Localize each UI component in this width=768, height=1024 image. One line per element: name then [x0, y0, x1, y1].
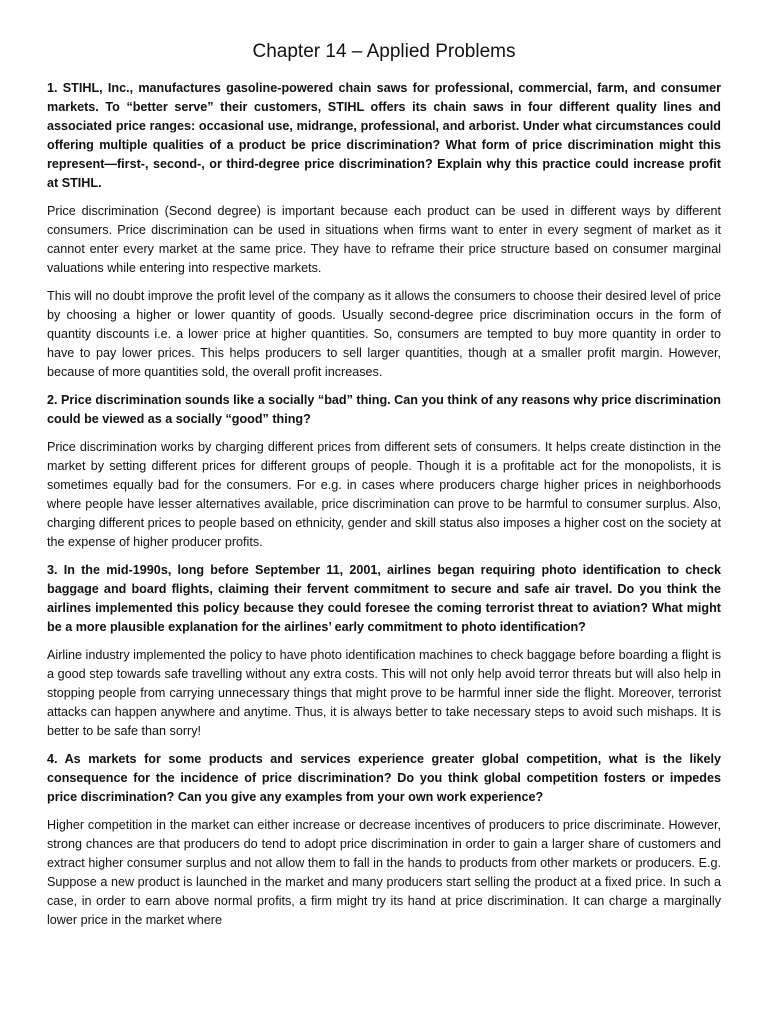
answer-4-paragraph-1: Higher competition in the market can either increase or decrease incentives of producers to price discriminate. However, strong chances are that producers do tend to adopt price discrimination in order to gain a larger share of customers and extract higher consumer surplus and not allow them to fall in the hands to products from other markets or producers. E.g. Suppose a new product is launched in the market and many producers start selling the product at a fixed price. In such a case, in order to earn above normal profits, a firm might try its hand at price discrimination. It can charge a marginally lower price in the market where	[47, 817, 721, 927]
answer-2-paragraph-1: Price discrimination works by charging different prices from different sets of consumers. It helps create distinction in the market by setting different prices for different groups of people. Though it is a profitable act for the monopolists, it is sometimes equally bad for the consumers. For e.g. in cases where producers charge higher prices in neighborhoods where people have lesser alternatives available, price discrimination can prove to be harmful to consumer surplus. Also, charging different prices to people based on ethnicity, gender and skill status also imposes a higher cost on the society at the expense of higher producer profits.	[47, 439, 721, 549]
question-3: 3. In the mid-1990s, long before September 11, 2001, airlines began requiring photo identification to check baggage and board flights, claiming their fervent commitment to secure and safe air travel. Do you think the airlines implemented this policy because they could foresee the coming terrorist threat to aviation? What might be a more plausible explanation for the airlines’ early commitment to photo identification?	[47, 562, 721, 634]
question-2: 2. Price discrimination sounds like a socially “bad” thing. Can you think of any reasons why price discrimination could be viewed as a socially “good” thing?	[47, 392, 721, 426]
answer-3-paragraph-1: Airline industry implemented the policy to have photo identification machines to check baggage before boarding a flight is a good step towards safe travelling without any extra costs. This will not only help avoid terror threats but will also help in stopping people from carrying unnecessary things that might prove to be harmful inner side the flight. Moreover, terrorist attacks can happen anywhere and anytime. Thus, it is always better to take necessary steps to avoid such mishaps. It is better to be safe than sorry!	[47, 647, 721, 738]
page-title: Chapter 14 – Applied Problems	[252, 41, 516, 62]
answer-1-paragraph-1: Price discrimination (Second degree) is important because each product can be used in different ways by different consumers. Price discrimination can be used in situations when firms want to enter in every segment of market as it cannot enter every market at the same price. They have to reframe their price structure based on consumer marginal valuations while entering into respective markets.	[47, 203, 721, 275]
question-1: 1. STIHL, Inc., manufactures gasoline-powered chain saws for professional, commercial, farm, and consumer markets. To “better serve” their customers, STIHL offers its chain saws in four different quality lines and associated price ranges: occasional use, midrange, professional, and arborist. Under what circumstances could offering multiple qualities of a product be price discrimination? What form of price discrimination might this represent—first-, second-, or third-degree price discrimination? Explain why this practice could increase profit at STIHL.	[47, 80, 721, 190]
question-4: 4. As markets for some products and services experience greater global competition, what is the likely consequence for the incidence of price discrimination? Do you think global competition fosters or impedes price discrimination? Can you give any examples from your own work experience?	[47, 751, 721, 804]
document-page	[47, 40, 721, 939]
answer-1-paragraph-2: This will no doubt improve the profit level of the company as it allows the consumers to choose their desired level of price by choosing a higher or lower quantity of goods. Usually second-degree price discrimination occurs in the form of quantity discounts i.e. a lower price at higher quantities. So, consumers are tempted to buy more quantity in order to have to pay lower prices. This helps producers to sell larger quantities, though at a smaller profit margin. However, because of more quantities sold, the overall profit increases.	[47, 288, 721, 379]
